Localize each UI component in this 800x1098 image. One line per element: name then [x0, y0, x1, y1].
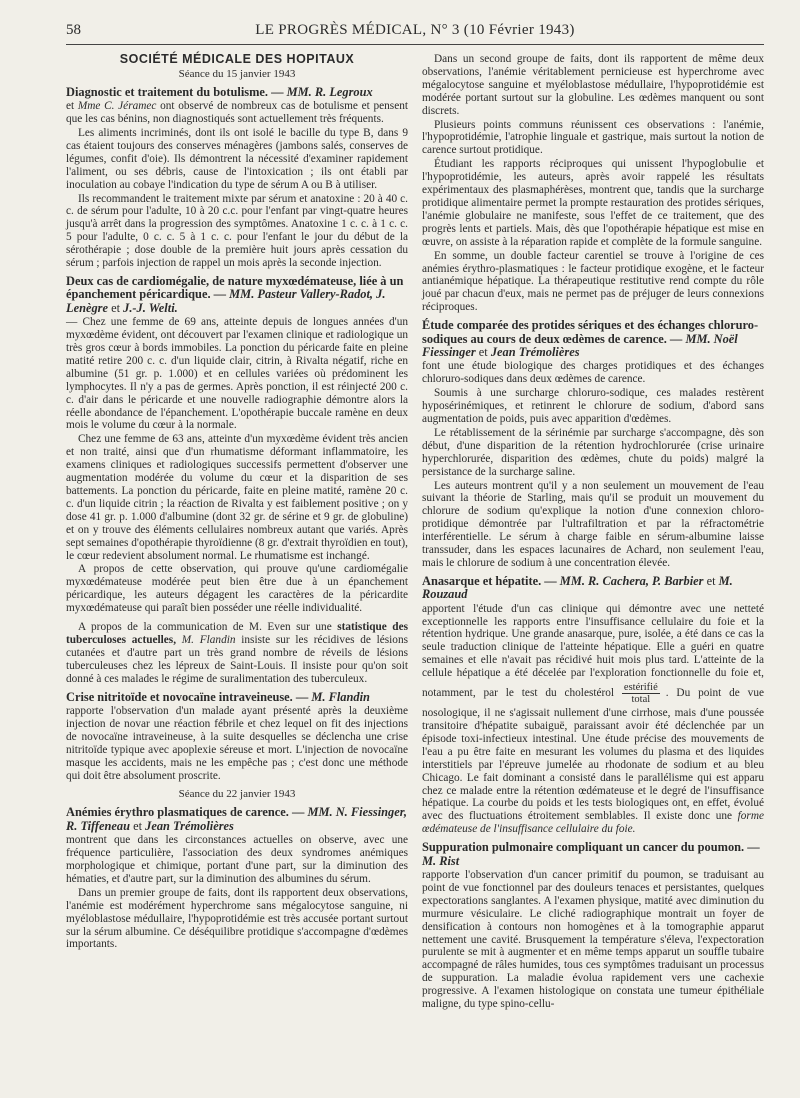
article-lead: insiste sur les récidives de lésions cutanées et d'autre part un très grand nombre de réveils de lésions tuberculeuses chez les lépreux de Saint-Louis. Il insiste pour qu'on soit donné à ces malades le régime de suralimentation des tuberculeux. — [66, 633, 408, 685]
article-lead: apportent l'étude d'un cas clinique qui démontre avec une netteté exceptionnelle les rapports entre l'insuffisance cellulaire du foie et la rétention hydrique. Une grande anasarque, pure, isolée, a été dans ce cas la seule traduction clinique de l'atteinte hépatique. Elle a guéri en quatre semaines et elle n'avait pas récidivé huit mois plus tard. L'atteinte de la cellule hépatique a été décelée par l'exploration fonctionnelle du foie et, notamment, par le test du cholestérol — [422, 602, 764, 700]
right-column — [422, 53, 764, 1012]
paragraph: Étudiant les rapports réciproques qui unissent l'hypoglobulie et l'hypoprotidémie, les auteurs, après avoir rappelé les résultats expérimentaux des plasmaphérèses, montrent que, tandis que la surcharge protidique alimentaire permet la prompte restauration des protides sériques, l'anémie globulaire ne manifeste, sous l'effet de ce traitement, que des progrès lents et partiels. Mais, dès que l'opothérapie hépatique est mise en œuvre, on assiste à la réparation rapide et complète de la formule sanguine. — [422, 158, 764, 248]
article-title-text: Anémies érythro plasmatiques de carence. — — [66, 805, 305, 820]
article-title-text: statistique des tuberculoses actuelles, — [66, 621, 408, 646]
paragraph: rapporte l'observation d'un malade ayant présenté après la deuxième injection de novar une réaction fébrile et chez lequel on fit des injections de novocaïne intraveineuse, à la suite desquelles se déclencha une crise nitritoïde typique avec apoplexie séreuse et mort. L'injection de novocaïne masque les accidents, mais ne les empêche pas ; c'est donc une méthode qui doit être absolument proscrite. — [66, 705, 408, 782]
running-title: LE PROGRÈS MÉDICAL, N° 3 (10 Février 1943) — [255, 22, 575, 38]
conjunction: et — [107, 300, 124, 315]
paragraph-tuberculoses — [66, 621, 408, 686]
article-lead: ont observé de nombreux cas de botulisme et pensent que les cas bénins, non diagnostiqués sont actuellement très fréquents. — [66, 100, 408, 126]
paragraph: Le rétablissement de la sérinémie par surcharge s'accompagne, dès son début, d'une disparition de la rétention hydrochlorurée (crise urinaire hyperchlorurée, disparition des œdèmes, chute du poids) malgré la persistance de la surcharge saline. — [422, 426, 764, 478]
article-title-anasarque — [422, 575, 764, 602]
left-column — [66, 53, 408, 1012]
conjunction: et — [475, 344, 491, 359]
article-authors: MM. Noël Fiessinger — [422, 331, 738, 359]
seance-date-1: Séance du 15 janvier 1943 — [178, 67, 296, 80]
paragraph — [66, 100, 408, 126]
article-title-text: Deux cas de cardiomégalie, de nature myxœdémateuse, liée à un épanchement péricardique. — — [66, 274, 404, 302]
article-authors: M. Flandin — [311, 689, 370, 704]
article-title-text: Crise nitritoïde et novocaïne intraveineuse. — — [66, 689, 309, 704]
fraction — [622, 682, 660, 705]
seance-date-2: Séance du 22 janvier 1943 — [178, 788, 296, 801]
paragraph: Les auteurs montrent qu'il y a non seulement un mouvement de l'eau suivant la théorie de Starling, mais qu'il se produit un mouvement du chlorure de sodium qu'explique la notion d'une connexion chloro-protidique démontrée par l'ultrafiltration et par la réfractométrie interférentielle. Le sérum à charge faible en sérum-albumine laisse transsuder, dans les espaces lacunaires de Achard, non seulement l'eau, mais le chlorure de sodium à une concentration élevée. — [422, 479, 764, 569]
article-title-crise-nitritoide — [66, 691, 408, 704]
paragraph: Plusieurs points communs réunissent ces observations : l'anémie, l'hypoprotidémie, l'atrophie linguale et gastrique, mais surtout la notion de carence surtout protidique. — [422, 118, 764, 157]
fraction-denominator: total — [631, 694, 651, 706]
paragraph: Soumis à une surcharge chloruro-sodique, ces malades restèrent hyposérinémiques, et retinrent le chlorure de sodium, d'abord sans augmentation de poids, puis avec apparition d'œdèmes. — [422, 387, 764, 425]
paragraph: Dans un second groupe de faits, dont ils rapportent de même deux observations, l'anémie véritablement pernicieuse est hyperchrome avec mégalocytose sanguine et myéloblastose médullaire, l'hypoprotidémie est modérée portant surtout sur la globuline. Les œdèmes manquent ou sont discrets. — [422, 53, 764, 117]
paragraph: Dans un premier groupe de faits, dont ils rapportent deux observations, l'anémie est modérément hyperchrome sans mégalocytose sanguine, ni myéloblastose médullaire, l'hypoprotidémie est très accusée portant surtout sur la sérum albumine. Ce déséquilibre protidique s'accompagne d'œdèmes importants. — [66, 886, 408, 951]
running-header — [66, 18, 764, 45]
paragraph: montrent que dans les circonstances actuelles on observe, avec une fréquence particulière, l'association des deux syndromes anémiques morphologique et chimique, portant d'une part, sur la diminution des hématies, et d'autre part, sur la diminution des albumines du sérum. — [66, 834, 408, 885]
paragraph: En somme, un double facteur carentiel se trouve à l'origine de ces anémies érythro-plasmatiques : le facteur protidique exogène, et le facteur antianémique hépatique. La thérapeutique restitutive rend compte du rôle joué par chacun d'eux, mais ne permet pas de préjuger de leurs connexions réciproques. — [422, 249, 764, 314]
article-authors: MM. R. Cachera, P. Barbier — [559, 573, 704, 588]
paragraph: Ils recommandent le traitement mixte par sérum et anatoxine : 20 à 40 c. c. de sérum pour l'adulte, 10 à 20 c.c. pour l'enfant par vingt-quatre heures jusqu'à arrêt dans la progression des symptômes. Anatoxine 1 c. c. à 1 c. c. 5 pour l'adulte, 0 c. c. 5 à 1 c. c. pour l'enfant le jour du début de la sérothérapie ; dose double de la première huit jours après cessation du sérum ; parfois injection de rappel un mois après la seconde injection. — [66, 192, 408, 270]
article-authors-2: Jean Trémolières — [490, 344, 580, 359]
article-authors: MM. R. Legroux — [286, 84, 373, 99]
conjunction: et — [703, 573, 719, 588]
intro-text: A propos de la communication de M. Even sur une — [78, 621, 338, 634]
article-authors: MM. N. Fiessinger, R. Tiffeneau — [66, 805, 407, 833]
paragraph: rapporte l'observation d'un cancer primitif du poumon, se traduisant au point de vue fonctionnel par des douleurs tenaces et persistantes, quelques expectorations sanglantes. A l'examen physique, matité avec diminution du murmure vésiculaire. Le cliché radiographique montrait un foyer de densification à contours non homogènes et à la tomographie apparut nettement une cavité. Brusquement la température s'éleva, l'expectoration purulente se mit à augmenter et en même temps apparut un souffle tubaire accompagné de râles humides, tous ces symptômes traduisant un processus de suppuration. La maladie évolua rapidement vers une cachexie progressive. A l'examen histologique on constata une tumeur épithéliale maligne, du type spino-cellu- — [422, 868, 764, 1011]
fraction-numerator: estérifié — [623, 682, 658, 694]
paragraph: Chez une femme de 63 ans, atteinte d'un myxœdème évident très ancien et non traité, ainsi que d'un rhumatisme déformant inflammatoire, les examens cliniques et radiologiques successifs permettent d'observer une augmentation modérée du volume du cœur et la disparition de ses battements. La ponction du péricarde, faite en pleine matité, ramène 20 c. c. d'un liquide citrin ; la réaction de Rivalta y est faiblement positive ; on y dose 41 gr. p. 1.000 d'albumine (dont 32 gr. de sérine et 9 gr. de globuline) et on y trouve des éléments cellulaires nombreux autant que variés. Après sept semaines d'opothérapie thyroïdienne (8 gr. d'extrait thyroïdien en tout), le cœur redevient absolument normal. Le rhumatisme est inchangé. — [66, 433, 408, 562]
conjunction: et — [130, 818, 146, 833]
page-number: 58 — [66, 22, 81, 38]
article-continuation: . Du point de vue nosologique, il ne s'agissait nullement d'une cirrhose, mais d'une poussée transitoire d'hépatite subaiguë, paraissant avoir été déclenchée par un épisode toxi-infectieux intestinal. Une étude précise des mouvements de l'eau a pu être faite en mesurant les volumes du plasma et des liquides interstitiels par l'épreuve jumelée au rhodonate de sodium et au bleu Chicago. Le fait dominant a consisté dans le parallélisme qui est apparu chez ce malade entre la rétention œdémateuse et le degré de l'insuffisance hépatique. La courbe du poids et les tests biologiques ont, en effet, évolué avec des fluctuations étroitement semblables. Il existe donc une — [422, 687, 764, 823]
paragraph: A propos de cette observation, qui prouve qu'une cardiomégalie myxœdémateuse modérée peut bien être due à un épanchement péricardique, les auteurs dégagent les caractères de la péricardite myxœdémateuse qui paraît bien posséder une réelle individualité. — [66, 563, 408, 615]
article-title-cardiomegalie — [66, 275, 408, 315]
article-authors-2: J.-J. Welti. — [123, 300, 178, 315]
article-title-text: Anasarque et hépatite. — — [422, 573, 557, 588]
paragraph: font une étude biologique des charges protidiques et des échanges chloruro-sodiques dans deux œdèmes de carence. — [422, 360, 764, 386]
article-authors: M. Rist — [422, 853, 460, 868]
article-title-botulisme — [66, 86, 408, 99]
article-authors: MM. Pasteur Vallery-Radot, J. Lenègre — [66, 287, 386, 315]
article-authors-2: Jean Trémolières — [145, 818, 234, 833]
conjunction: et — [66, 100, 78, 113]
section-title: SOCIÉTÉ MÉDICALE DES HOPITAUX — [119, 52, 355, 66]
paragraph — [422, 603, 764, 837]
article-title-protides — [422, 319, 764, 359]
article-authors: M. Flandin — [176, 633, 236, 646]
article-title-suppuration — [422, 841, 764, 868]
two-columns — [66, 53, 764, 1012]
article-authors-2: M. Rouzaud — [422, 573, 733, 602]
article-title-text: Suppuration pulmonaire compliquant un cancer du poumon. — — [422, 840, 760, 855]
paragraph: — Chez une femme de 69 ans, atteinte depuis de longues années d'un myxœdème évident, ont découvert par l'examen clinique et radiologique un très gros cœur à bords immobiles. La ponction du péricarde faite en pleine matité retire 200 c. c. d'un liquide clair, citrin, à Rivalta négatif, riche en albumine (51 gr. p. 1.000) et en cellules variées où prédominent les lymphocytes. Il n'y a pas de germes. Après ponction, il est réinjecté 200 c. c. d'air dans le péricarde et une nouvelle radiographie démontre alors la réelle abondance de l'épanchement. L'opothérapie buccale ramène en deux mois le volume du cœur à la normale. — [66, 316, 408, 432]
italic-conclusion: forme œdémateuse de l'insuffisance cellulaire du foie. — [422, 810, 764, 836]
article-authors-2: Mme C. Jéramec — [77, 100, 157, 113]
article-title-anemies — [66, 806, 408, 833]
article-title-text: Diagnostic et traitement du botulisme. — — [66, 84, 284, 99]
paragraph: Les aliments incriminés, dont ils ont isolé le bacille du type B, dans 9 cas étaient toujours des conserves ménagères (jambons salés, conserves de légumes, confit d'oie). Ils démontrent la nécessité d'examiner rapidement l'aliment, ou ses débris, cause de l'intoxication ; ils ont établi par inoculation au cobaye l'indication du type de sérum A ou B à utiliser. — [66, 127, 408, 191]
article-title-text: Étude comparée des protides sériques et des échanges chloruro-sodiques au cours de deux œdèmes de carence. — — [422, 318, 759, 346]
